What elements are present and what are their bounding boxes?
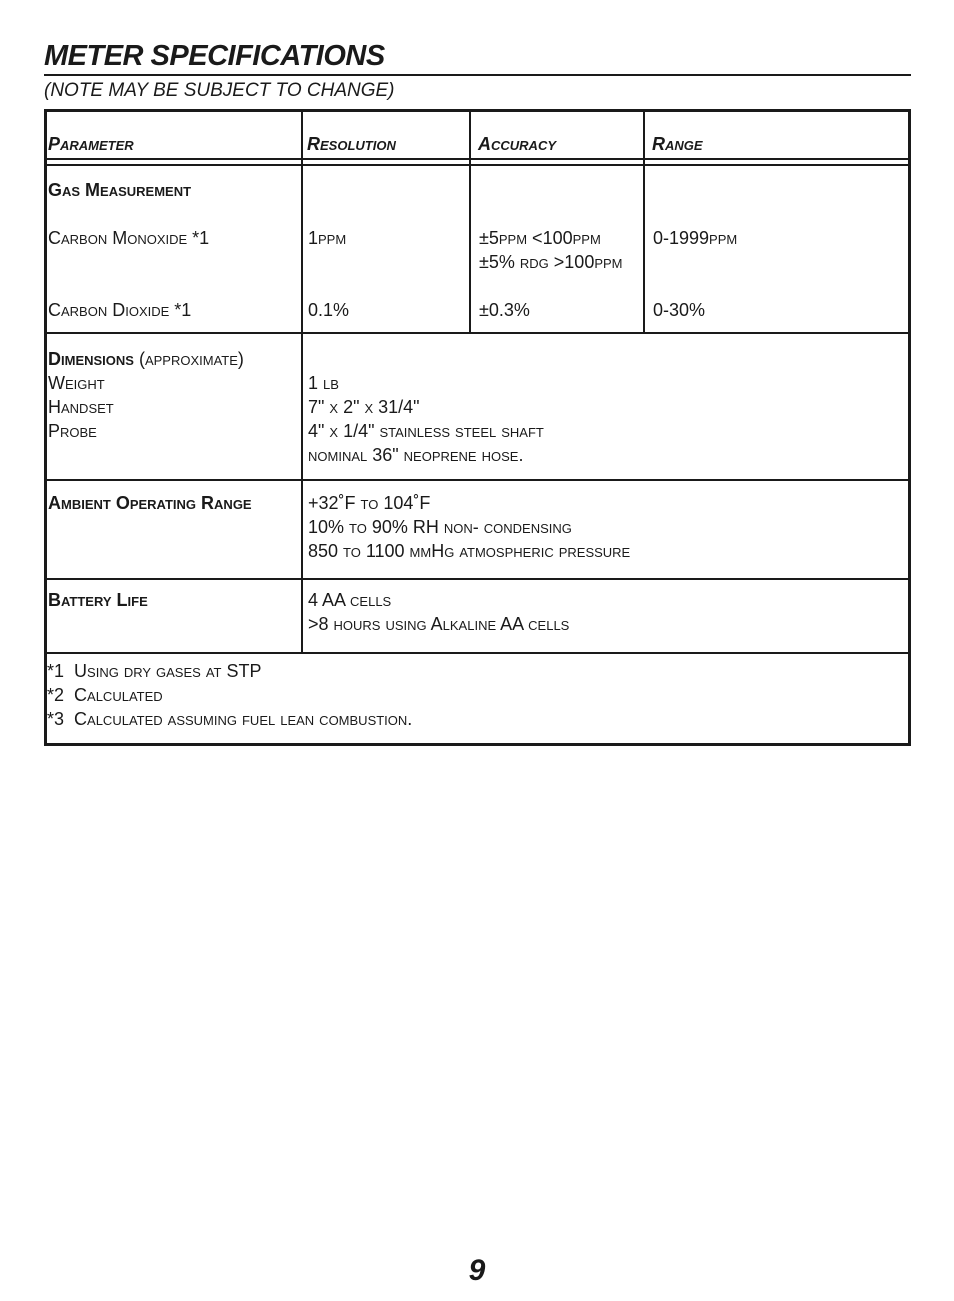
co-range: 0-1999ppm [653, 228, 738, 248]
footnote-text: Using dry gases at STP [74, 661, 262, 681]
footnote-text: Calculated assuming fuel lean combustion. [74, 709, 413, 729]
ambient-temp: +32˚F to 104˚F [308, 493, 431, 513]
footnote-marker: *1 [47, 661, 65, 681]
handset-label: Handset [48, 397, 114, 417]
co2-parameter: Carbon Dioxide *1 [48, 300, 192, 320]
header-parameter: Parameter [48, 134, 134, 154]
section-rule-dimensions [47, 479, 908, 481]
header-resolution: Resolution [307, 134, 396, 154]
dimensions-label-row [48, 347, 244, 371]
gas-section-label: Gas Measurement [48, 180, 192, 200]
title-rule [44, 74, 911, 76]
probe-value: 4" x 1/4" stainless steel shaft [308, 421, 544, 441]
co2-resolution: 0.1% [308, 300, 350, 320]
footnote-3 [47, 707, 412, 731]
battery-label: Battery Life [48, 590, 148, 610]
header-rule-bottom [47, 164, 908, 166]
ambient-humidity: 10% to 90% RH non- condensing [308, 517, 572, 537]
footnote-marker: *2 [47, 685, 65, 705]
co-accuracy-line2: ±5% rdg >100ppm [479, 252, 623, 272]
ambient-label: Ambient Operating Range [48, 493, 252, 513]
header-rule-top [47, 158, 908, 160]
col-divider-2 [469, 112, 471, 333]
handset-value: 7" x 2" x 31/4" [308, 397, 420, 417]
ambient-pressure: 850 to 1100 mmHg atmospheric pressure [308, 541, 631, 561]
col-divider-3 [643, 112, 645, 333]
co-accuracy-line1: ±5ppm <100ppm [479, 228, 601, 248]
battery-hours: >8 hours using Alkaline AA cells [308, 614, 570, 634]
footnote-2 [47, 683, 163, 707]
section-rule-gas [47, 332, 908, 334]
col-divider-1 [301, 112, 303, 654]
footnote-1 [47, 659, 261, 683]
footnote-text: Calculated [74, 685, 163, 705]
header-accuracy: Accuracy [478, 134, 556, 154]
header-range: Range [652, 134, 703, 154]
page-number: 9 [468, 1254, 486, 1287]
battery-cells: 4 AA cells [308, 590, 392, 610]
hose-value: nominal 36" neoprene hose. [308, 445, 524, 465]
section-rule-battery [47, 652, 908, 654]
dimensions-note: (approximate) [138, 349, 244, 369]
spec-table [44, 109, 911, 746]
footnote-marker: *3 [47, 709, 65, 729]
section-rule-ambient [47, 578, 908, 580]
page-subtitle: (NOTE MAY BE SUBJECT TO CHANGE) [44, 80, 395, 101]
weight-label: Weight [48, 373, 105, 393]
probe-label: Probe [48, 421, 97, 441]
co2-range: 0-30% [653, 300, 706, 320]
co2-accuracy: ±0.3% [479, 300, 530, 320]
page-title: METER SPECIFICATIONS [44, 40, 385, 72]
weight-value: 1 lb [308, 373, 339, 393]
co-parameter: Carbon Monoxide *1 [48, 228, 210, 248]
dimensions-label: Dimensions [48, 349, 134, 369]
co-resolution: 1ppm [308, 228, 347, 248]
